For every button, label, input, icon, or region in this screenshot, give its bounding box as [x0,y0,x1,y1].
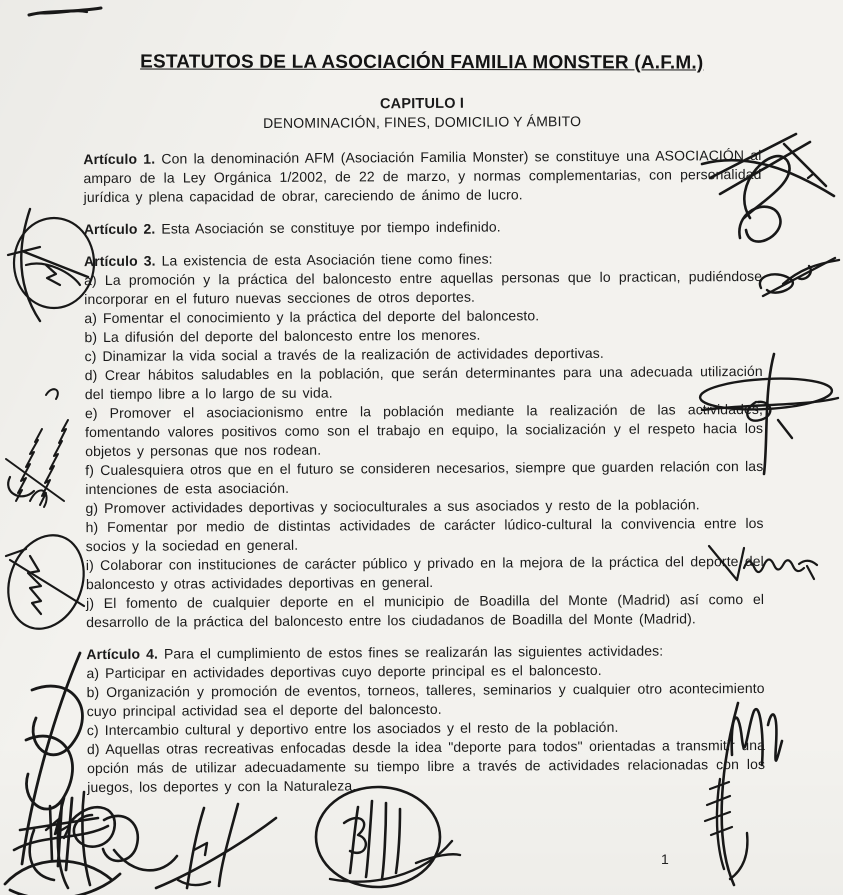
chapter-block [83,94,761,132]
statute-item: e) Promover el asociacionismo entre la población mediante la realización de las actividades, fomentando valores positivos como son el trabajo en equipo, la socialización y el respeto hacia los objetos y personas que nos rodean. [84,400,764,460]
statute-item: b) La difusión del deporte del baloncesto entre los menores. [84,326,481,346]
circled-signature-icon [0,203,102,325]
diagonal-handwriting-icon [0,381,88,509]
statute-item: a) La promoción y la práctica del baloncesto entre aquellas personas que lo practican, pudiéndose incorporar en el futuro nuevas secciones de otros deportes. [84,267,763,308]
article-1-label: Artículo 1. [83,150,156,168]
statute-item: h) Fomentar por medio de distintas actividades de carácter lúdico-cultural la convivencia entre los socios y la sociedad en general. [85,514,764,555]
article-2-text: Esta Asociación se constituye por tiempo indefinido. [161,218,501,237]
article-4-text: Para el cumplimiento de estos fines se realizarán las siguientes actividades: [163,642,664,662]
statute-item: j) El fomento de cualquier deporte en el municipio de Boadilla del Monte (Madrid) así como el desarrollo de la práctica del baloncesto entre los ciudadanos de Boadilla del Monte (Madrid). [86,590,765,631]
article-3-label: Artículo 3. [83,252,156,270]
tall-signature-icon [688,693,795,890]
statute-item: d) Aquellas otras recreativas enfocadas desde la idea "deporte para todos" orientadas a transmitir una opción más de utilizar adecuadamente su tiempo libre a través de actividades relacionadas con los juegos, los deportes y con la Naturaleza. [86,736,766,796]
statute-item: a) Participar en actividades deportivas cuyo deporte principal es el baloncesto. [86,661,602,682]
statute-item: a) Fomentar el conocimiento y la práctica del deporte del baloncesto. [84,307,540,327]
page-title: ESTATUTOS DE LA ASOCIACIÓN FAMILIA MONSTER (A.F.M.) [140,51,704,74]
circled-signature-icon [0,526,97,643]
statute-item: b) Organización y promoción de eventos, torneos, talleres, seminarios y cualquier otro acontecimiento cuyo principal actividad sea el deporte del baloncesto. [86,679,765,720]
statute-item: d) Crear hábitos saludables en la población, que serán determinantes para una adecuada utilización del tiempo libre a lo largo de su vida. [84,362,763,403]
text-column [83,50,766,797]
initials-signature-icon [148,798,280,895]
statute-item: g) Promover actividades deportivas y socioculturales a sus asociados y resto de la población. [85,496,700,517]
pen-stroke-signature-icon [25,2,107,22]
small-signature-icon [753,248,843,306]
article-3-text: La existencia de esta Asociación tiene como fines: [161,250,493,269]
article-1-paragraph [83,146,761,207]
statute-item: f) Cualesquiera otros que en el futuro se consideren necesarios, siempre que guarden relación con las intenciones de esta asociación. [85,457,764,498]
oval-signature-icon [300,783,462,895]
page-number: 1 [661,851,669,867]
statute-item: c) Dinamizar la vida social a través de la realización de actividades deportivas. [84,344,604,365]
chapter-subheading: DENOMINACIÓN, FINES, DOMICILIO Y ÁMBITO [263,113,582,131]
handwritten-signature-icon [688,122,843,254]
ellipse-signature-icon [694,348,843,480]
statute-item: i) Colaborar con instituciones de carácter público y privado en la mejora de la práctica del deporte del baloncesto y otras actividades deportivas en general. [85,552,764,593]
statutes-body [83,146,765,797]
statute-item: c) Intercambio cultural y deportivo entre los asociados y el resto de la población. [86,718,619,739]
name-signature-icon [703,536,825,588]
chapter-heading: CAPITULO I [379,95,465,113]
article-2-label: Artículo 2. [83,220,156,238]
article-4-label: Artículo 4. [86,645,159,663]
article-1-text: Con la denominación AFM (Asociación Familia Monster) se constituye una ASOCIACIÓN al amparo de la Ley Orgánica 1/2002, de 22 de marzo, y normas complementarias, con personalidad jurídica y plena capacidad de obrar, careciendo de ánimo de lucro. [83,146,762,206]
